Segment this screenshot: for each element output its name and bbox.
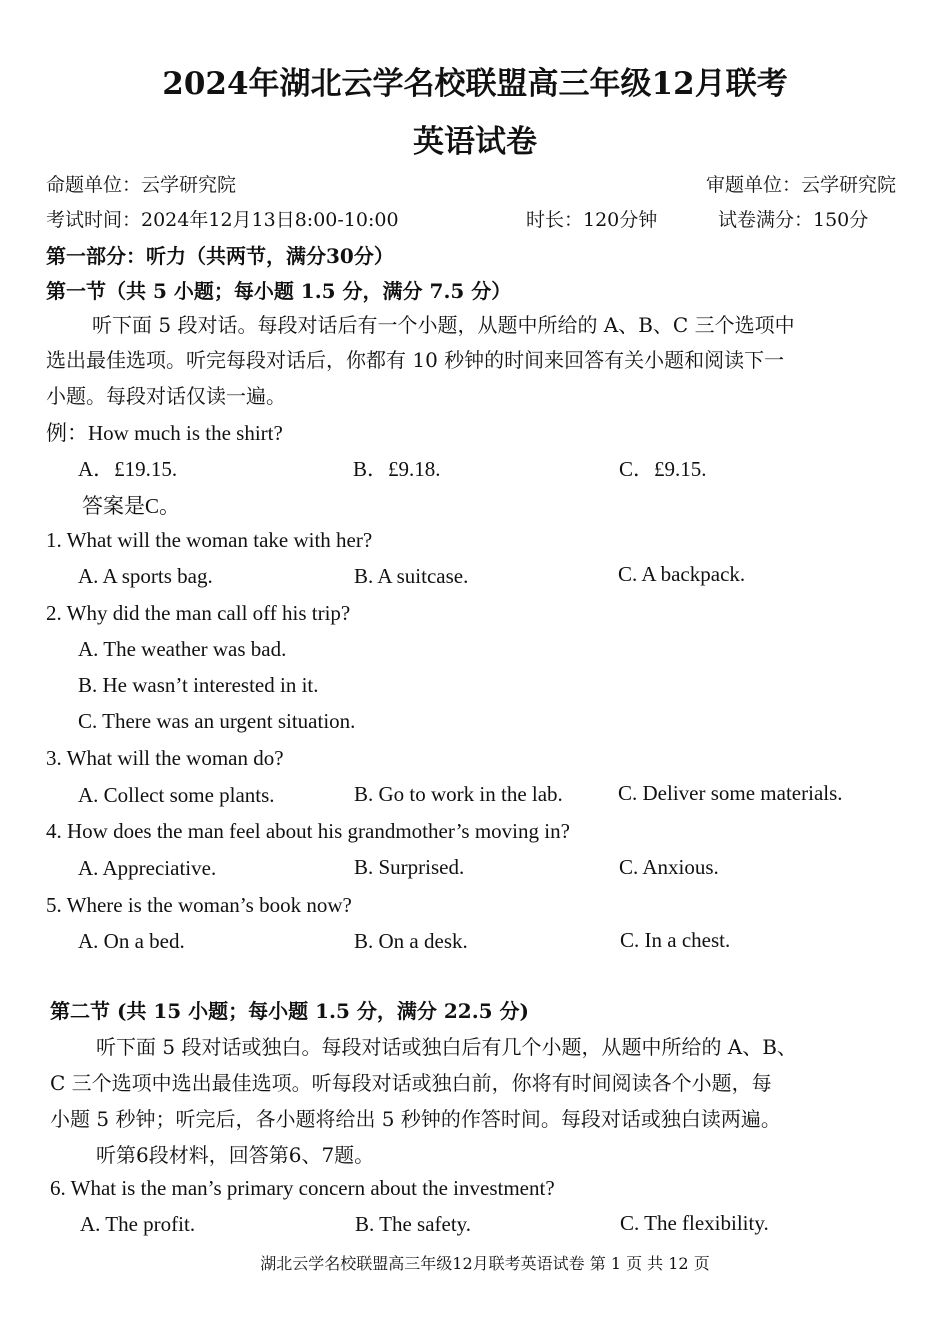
- material-note: 听第6段材料，回答第6、7题。: [96, 1143, 375, 1167]
- q1-option-c: C. A backpack.: [618, 562, 746, 586]
- section1-instruction-line: 小题。每段对话仅读一遍。: [46, 384, 286, 408]
- section1-instruction-line: 听下面 5 段对话。每段对话后有一个小题，从题中所给的 A、B、C 三个选项中: [92, 313, 795, 337]
- q6-option-b: B. The safety.: [355, 1212, 472, 1236]
- question-4: 4. How does the man feel about his grandmother’s moving in?: [46, 819, 570, 843]
- exam-title: 2024年湖北云学名校联盟高三年级12月联考: [162, 66, 788, 102]
- example-answer: 答案是C。: [82, 494, 181, 518]
- question-1: 1. What will the woman take with her?: [46, 528, 373, 552]
- q6-option-a: A. The profit.: [80, 1212, 196, 1236]
- example-option-b: B．£9.18.: [353, 457, 441, 481]
- q3-option-c: C. Deliver some materials.: [618, 781, 843, 805]
- q5-option-b: B. On a desk.: [354, 929, 468, 953]
- exam-time: 考试时间：2024年12月13日8:00-10:00: [46, 209, 399, 231]
- section2-instruction-line: C 三个选项中选出最佳选项。听每段对话或独白前，你将有时间阅读各个小题，每: [50, 1071, 772, 1095]
- section1-heading: 第一节（共 5 小题；每小题 1.5 分，满分 7.5 分）: [46, 279, 512, 303]
- q3-option-a: A. Collect some plants.: [78, 783, 275, 807]
- proposer-unit: 命题单位：云学研究院: [46, 174, 237, 196]
- q1-option-a: A. A sports bag.: [78, 564, 213, 588]
- q1-option-b: B. A suitcase.: [354, 564, 469, 588]
- example-option-a: A．£19.15.: [78, 457, 178, 481]
- example-question: 例：How much is the shirt?: [46, 421, 283, 445]
- full-score: 试卷满分：150分: [718, 209, 869, 231]
- q4-option-b: B. Surprised.: [354, 855, 465, 879]
- q2-option-b: B. He wasn’t interested in it.: [78, 673, 319, 697]
- q4-option-c: C. Anxious.: [619, 855, 719, 879]
- section2-instruction-line: 听下面 5 段对话或独白。每段对话或独白后有几个小题，从题中所给的 A、B、: [96, 1035, 797, 1059]
- page-footer: 湖北云学名校联盟高三年级12月联考英语试卷 第 1 页 共 12 页: [260, 1254, 710, 1273]
- section2-instruction-line: 小题 5 秒钟；听完后，各小题将给出 5 秒钟的作答时间。每段对话或独白读两遍。: [50, 1107, 781, 1131]
- reviewer-unit: 审题单位：云学研究院: [705, 174, 896, 196]
- example-option-c: C．£9.15.: [619, 457, 707, 481]
- q4-option-a: A. Appreciative.: [78, 856, 217, 880]
- question-6: 6. What is the man’s primary concern about the investment?: [50, 1176, 555, 1200]
- section1-instruction-line: 选出最佳选项。听完每段对话后，你都有 10 秒钟的时间来回答有关小题和阅读下一: [46, 348, 785, 372]
- q5-option-a: A. On a bed.: [78, 929, 185, 953]
- question-2: 2. Why did the man call off his trip?: [46, 601, 351, 625]
- part1-heading: 第一部分：听力（共两节，满分30分）: [46, 244, 394, 268]
- duration: 时长：120分钟: [526, 209, 658, 231]
- q6-option-c: C. The flexibility.: [620, 1211, 769, 1235]
- q5-option-c: C. In a chest.: [620, 928, 731, 952]
- question-3: 3. What will the woman do?: [46, 746, 284, 770]
- section2-heading: 第二节 (共 15 小题；每小题 1.5 分，满分 22.5 分): [50, 999, 530, 1023]
- subject-title: 英语试卷: [413, 124, 537, 160]
- q2-option-a: A. The weather was bad.: [78, 637, 287, 661]
- question-5: 5. Where is the woman’s book now?: [46, 893, 352, 917]
- q3-option-b: B. Go to work in the lab.: [354, 782, 563, 806]
- q2-option-c: C. There was an urgent situation.: [78, 709, 356, 733]
